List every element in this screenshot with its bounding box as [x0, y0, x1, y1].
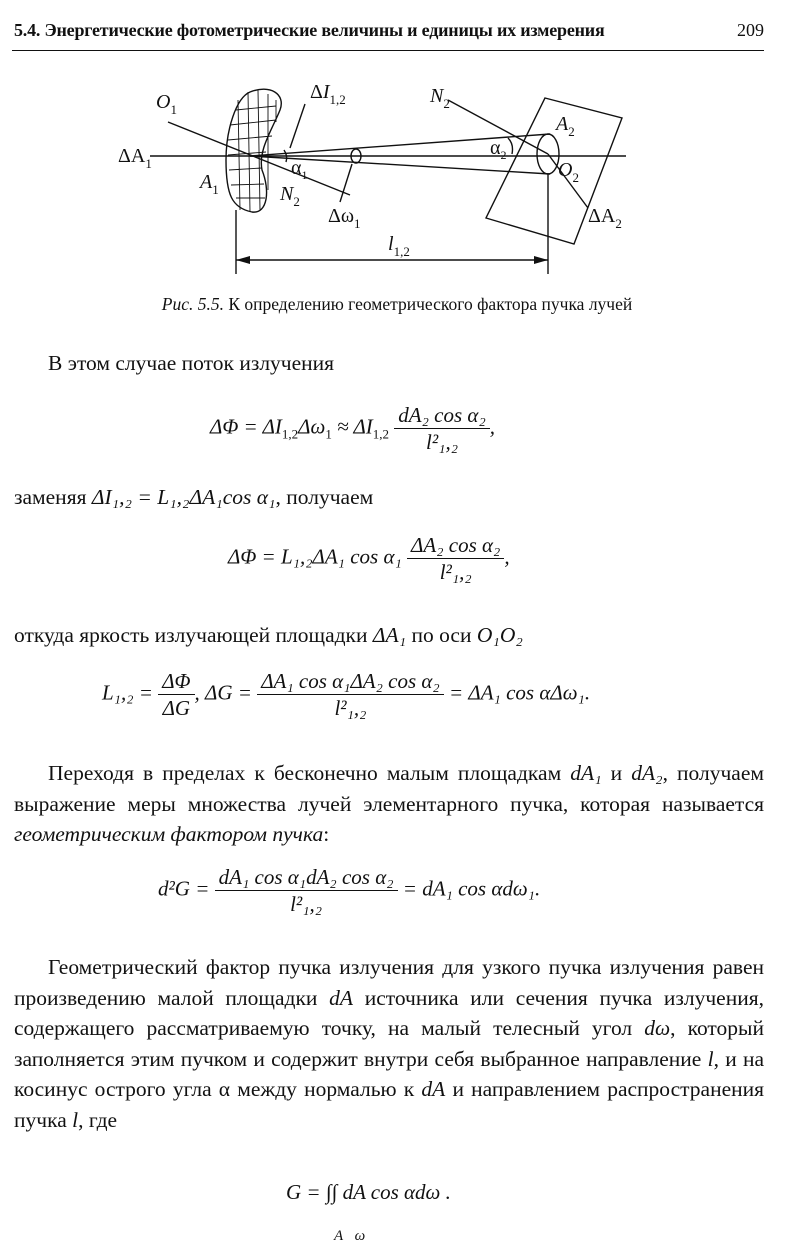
label-domega1: $\Delta\omega_1$: [328, 205, 361, 231]
paragraph-flux: В этом случае поток излучения: [48, 351, 335, 375]
label-l12: $l_{1,2}$: [388, 233, 410, 259]
label-o2: $O_2$: [558, 159, 579, 185]
label-n2-right: $N_2$: [430, 85, 450, 111]
fraction-f4: $\frac{\text{dA₁ cos α₁dA₂ cos α₂}}{\text{l²₁,₂}}$: [215, 864, 398, 917]
paragraph-brightness: откуда яркость излучающей площадки ΔA₁ по оси O₁O₂: [14, 623, 523, 647]
figure-5-5: [0, 70, 794, 285]
label-da2: $\Delta A_2$: [588, 205, 622, 231]
header-rule: [12, 50, 764, 51]
label-di12: $\Delta I_{1,2}$: [310, 81, 346, 107]
alpha2-arc: [508, 138, 513, 154]
fraction-f3b: $\frac{\text{ΔA₁ cos α₁ΔA₂ cos α₂}}{\text{l²₁,₂}}$: [257, 668, 444, 721]
surface-a1: [226, 89, 281, 212]
fraction-f2: $\frac{\text{ΔA₂ cos α₂}}{\text{l²₁,₂}}$: [407, 532, 504, 585]
label-a2: $A_2$: [556, 113, 575, 139]
formula-flux-expanded: ΔΦ = L₁,₂ΔA₁ cos α₁ $\frac{\text{ΔA₂ cos α₂}}{\text{l²₁,₂}}$ ,: [228, 533, 510, 584]
label-alpha2: $\alpha_2$: [490, 137, 507, 162]
fraction-f3a: $\frac{\Delta\Phi}{\Delta G}$: [158, 668, 194, 721]
formula-flux: $\Delta\Phi = \Delta I_{1,2}\Delta\omega_1 \approx \Delta I_{1,2}$ $\frac{\text{dA₂ cos α₂}}{\text{l²₁,₂}}$ ,: [210, 403, 495, 454]
figure-caption: [0, 294, 794, 315]
fraction-f1: $\frac{\text{dA₂ cos α₂}}{\text{l²₁,₂}}$: [394, 402, 489, 455]
integral-limits: A ω: [334, 1228, 370, 1244]
label-o1: $O_1$: [156, 91, 177, 117]
paragraph-limit: Переходя в пределах к бесконечно малым площадкам dA₁ и dA₂, получаем выражение меры множества лучей элементарного пучка, которая называется геометрическим фактором пучка:: [14, 761, 765, 846]
formula-geometric-factor: d²G = $\frac{\text{dA₁ cos α₁dA₂ cos α₂}}{\text{l²₁,₂}}$ = dA₁ cos αdω₁.: [158, 865, 541, 916]
surface-a1-grid: [228, 90, 276, 212]
arrow-right: [534, 256, 548, 264]
label-da1: $\Delta A_1$: [118, 145, 152, 171]
page-number: 209: [737, 20, 764, 40]
formula-integral: G = ∫∫ dA cos αdω .: [286, 1180, 451, 1204]
caption-prefix: Рис. 5.5.: [161, 294, 224, 314]
formula-luminance: L₁,₂ = $\frac{\Delta\Phi}{\Delta G}$ , ΔG = $\frac{\text{ΔA₁ cos α₁ΔA₂ cos α₂}}{\text{l²₁,₂}}$ = ΔA₁ cos αΔω₁.: [102, 669, 591, 720]
running-header-title: 5.4. Энергетические фотометрические величины и единицы их измерения: [14, 20, 605, 40]
di12-leader: [290, 104, 305, 148]
label-n2-left: $N_2$: [280, 183, 300, 209]
arrow-left: [236, 256, 250, 264]
label-alpha1: $\alpha_1$: [291, 157, 308, 182]
domega1-leader: [340, 164, 352, 202]
label-a1: $A_1$: [200, 171, 219, 197]
paragraph-replacing: заменяя ΔI₁,₂ = L₁,₂ΔA₁cos α₁, получаем: [14, 485, 374, 509]
caption-text: К определению геометрического фактора пучка лучей: [228, 294, 633, 314]
paragraph-definition: Геометрический фактор пучка излучения для узкого пучка излучения равен произведению малой площадки dA источника или сечения пучка излучения, содержащего рассматриваемую точку, на малый телесный угол dω, который заполняется этим пучком и содержит внутри себя выбранное направление l, и на косинус острого угла α между нормалью к dA и направлением распространения пучка l, где: [14, 955, 765, 1132]
